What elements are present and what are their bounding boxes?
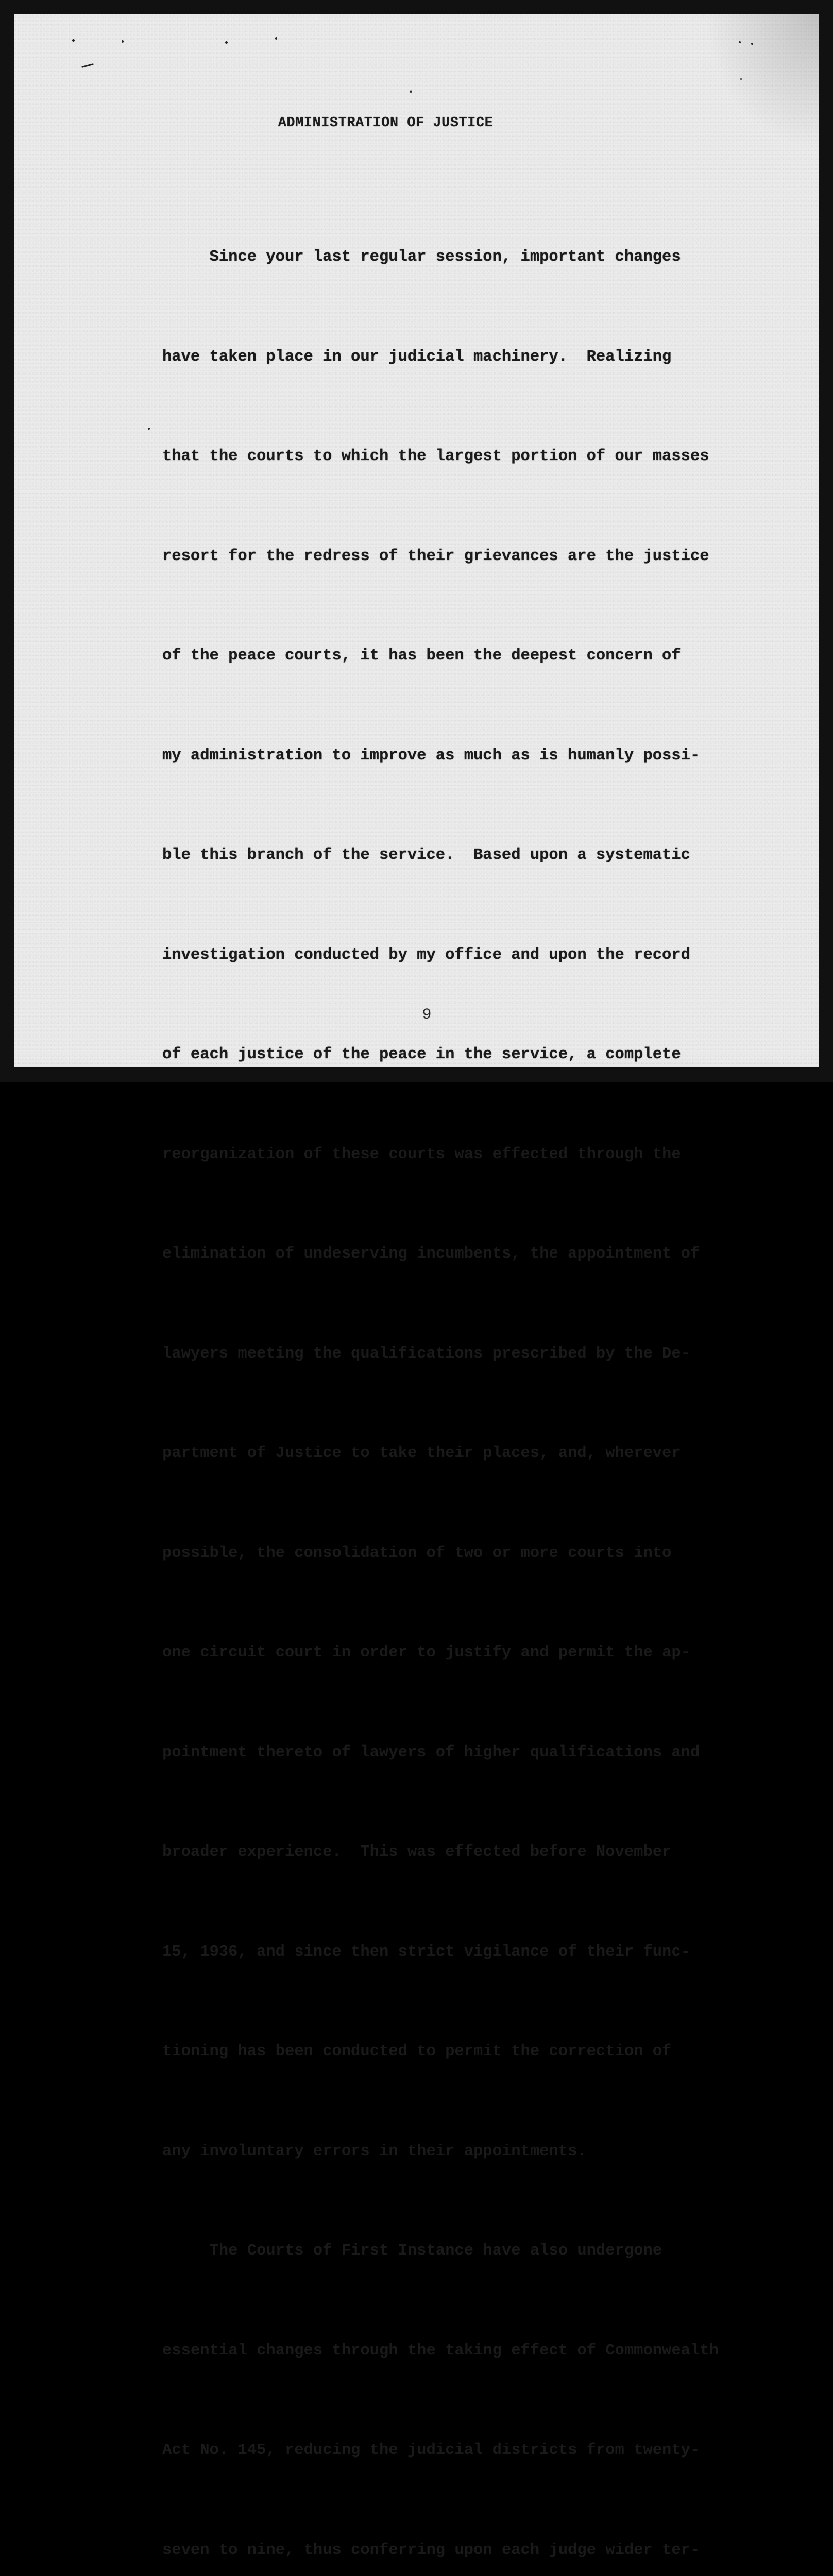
scan-speck — [751, 43, 753, 45]
text-line: essential changes through the taking effect of Commonwealth — [162, 2342, 719, 2360]
text-line: tioning has been conducted to permit the correction of — [162, 2043, 672, 2060]
text-line: Act No. 145, reducing the judicial districts from twenty- — [162, 2442, 700, 2459]
text-line: that the courts to which the largest portion of our masses — [162, 448, 709, 465]
text-line: of the peace courts, it has been the deepest concern of — [162, 647, 681, 665]
text-line: pointment thereto of lawyers of higher qualifications and — [162, 1743, 700, 1761]
text-line: resort for the redress of their grievances are the justice — [162, 547, 709, 565]
scan-speck — [739, 41, 741, 43]
text-line: broader experience. This was effected before November — [162, 1843, 672, 1861]
text-line: my administration to improve as much as is humanly possi- — [162, 747, 700, 765]
scan-speck — [122, 40, 124, 43]
text-line: possible, the consolidation of two or more courts into — [162, 1544, 672, 1562]
text-line: Since your last regular session, important changes — [162, 248, 681, 266]
scan-speck — [72, 39, 75, 42]
body-text — [162, 174, 760, 2576]
text-line: any involuntary errors in their appointments. — [162, 2142, 587, 2160]
text-line: reorganization of these courts was effected through the — [162, 1145, 681, 1163]
page-number: 9 — [422, 1006, 432, 1024]
scan-speck — [81, 63, 94, 68]
text-line: lawyers meeting the qualifications prescribed by the De- — [162, 1345, 690, 1363]
text-line: seven to nine, thus conferring upon each judge wider ter- — [162, 2541, 700, 2559]
text-line: have taken place in our judicial machinery. Realizing — [162, 348, 672, 366]
text-line: one circuit court in order to justify and permit the ap- — [162, 1644, 690, 1662]
text-line: 15, 1936, and since then strict vigilance of their func- — [162, 1943, 690, 1961]
text-line: elimination of undeserving incumbents, the appointment of — [162, 1245, 700, 1263]
text-line: of each justice of the peace in the service, a complete — [162, 1046, 681, 1063]
scan-speck — [225, 41, 228, 44]
text-line: The Courts of First Instance have also undergone — [162, 2242, 662, 2260]
document-page — [14, 14, 819, 2559]
scan-speck — [275, 37, 277, 40]
text-line: partment of Justice to take their places, and, wherever — [162, 1445, 681, 1462]
document-title: ADMINISTRATION OF JUSTICE — [278, 115, 494, 131]
text-line: ble this branch of the service. Based upon a systematic — [162, 846, 690, 864]
scan-speck — [410, 90, 412, 93]
scan-speck — [740, 78, 742, 80]
scan-speck — [148, 428, 150, 430]
text-line: investigation conducted by my office and upon the record — [162, 946, 690, 964]
